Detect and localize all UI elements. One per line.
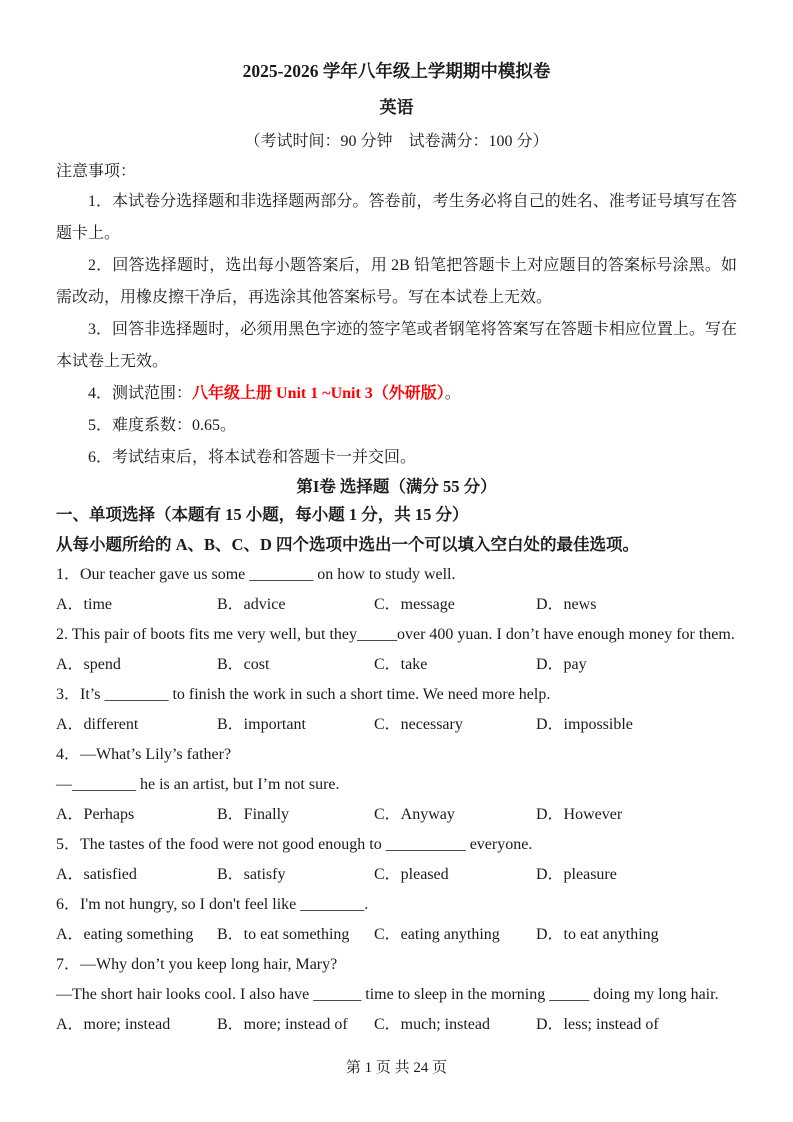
option-item: D．pay <box>536 656 587 673</box>
option-item: B．cost <box>217 656 270 673</box>
page-footer: 第 1 页 共 24 页 <box>345 1060 448 1076</box>
option-item: C．eating anything <box>374 926 500 943</box>
option-item: B．satisfy <box>217 866 286 883</box>
exam-title: 2025-2026 学年八年级上学期期中模拟卷 <box>242 61 551 81</box>
option-item: C．pleased <box>374 866 449 883</box>
option-item: A．more; instead <box>56 1016 171 1033</box>
option-item: D．less; instead of <box>536 1016 659 1033</box>
option-item: C．take <box>374 656 428 673</box>
option-item: B．important <box>217 716 306 733</box>
option-item: D．to eat anything <box>536 926 659 943</box>
notice-item: 5．难度系数：0.65。 <box>88 417 237 434</box>
option-item: A．different <box>56 716 139 733</box>
option-item: A．time <box>56 596 112 613</box>
part1-instruction: 从每小题所给的 A、B、C、D 四个选项中选出一个可以填入空白处的最佳选项。 <box>56 535 640 554</box>
notice-item-suffix: 。 <box>444 385 461 402</box>
notice-item-prefix: 4．测试范围： <box>88 385 193 402</box>
options-row <box>56 800 737 830</box>
question-text: 4．—What’s Lily’s father? <box>56 746 232 763</box>
exam-info: （考试时间：90 分钟 试卷满分：100 分） <box>244 133 549 150</box>
option-item: B．more; instead of <box>217 1016 348 1033</box>
option-item: A．Perhaps <box>56 806 135 823</box>
options-row <box>56 650 737 680</box>
question-text: 5．The tastes of the food were not good enough to __________ everyone. <box>56 836 533 853</box>
notice-item: 3．回答非选择题时，必须用黑色字迹的签字笔或者钢笔将答案写在答题卡相应位置上。写在本试卷上无效。 <box>56 321 737 370</box>
option-item: C．message <box>374 596 455 613</box>
options-row <box>56 860 737 890</box>
option-item: C．Anyway <box>374 806 455 823</box>
option-item: B．Finally <box>217 806 290 823</box>
option-item: B．advice <box>217 596 286 613</box>
options-row <box>56 590 737 620</box>
question-text: 3．It’s ________ to finish the work in such a short time. We need more help. <box>56 686 551 703</box>
option-item: C．much; instead <box>374 1016 490 1033</box>
option-item: D．news <box>536 596 597 613</box>
notice-label: 注意事项： <box>56 163 137 180</box>
question-text: 2. This pair of boots fits me very well, but they_____over 400 yuan. I don’t have enough money for them. <box>56 626 735 643</box>
question-text: —________ he is an artist, but I’m not sure. <box>56 776 340 793</box>
option-item: C．necessary <box>374 716 463 733</box>
option-item: A．satisfied <box>56 866 137 883</box>
question-text: 1．Our teacher gave us some ________ on how to study well. <box>56 566 456 583</box>
exam-subject: 英语 <box>379 98 414 117</box>
section1-heading: 第I卷 选择题（满分 55 分） <box>296 477 497 496</box>
test-scope-highlight: 八年级上册 Unit 1 ~Unit 3（外研版） <box>192 385 445 402</box>
option-item: D．However <box>536 806 623 823</box>
notice-item <box>56 378 737 410</box>
notices-list <box>56 186 737 474</box>
question-text: —The short hair looks cool. I also have ______ time to sleep in the morning _____ doing my long hair. <box>56 986 719 1003</box>
notice-item: 1．本试卷分选择题和非选择题两部分。答卷前，考生务必将自己的姓名、准考证号填写在答题卡上。 <box>56 193 737 242</box>
option-item: A．eating something <box>56 926 194 943</box>
option-item: D．impossible <box>536 716 633 733</box>
options-row <box>56 710 737 740</box>
part1-heading: 一、单项选择（本题有 15 小题，每小题 1 分，共 15 分） <box>56 505 469 524</box>
notice-item: 6．考试结束后，将本试卷和答题卡一并交回。 <box>88 449 417 466</box>
question-text: 7．—Why don’t you keep long hair, Mary? <box>56 956 338 973</box>
option-item: B．to eat something <box>217 926 350 943</box>
options-row <box>56 920 737 950</box>
option-item: A．spend <box>56 656 121 673</box>
option-item: D．pleasure <box>536 866 617 883</box>
questions-list <box>56 560 737 1040</box>
options-row <box>56 1010 737 1040</box>
question-text: 6．I'm not hungry, so I don't feel like ________. <box>56 896 369 913</box>
notice-item: 2．回答选择题时，选出每小题答案后，用 2B 铅笔把答题卡上对应题目的答案标号涂黑。如需改动，用橡皮擦干净后，再选涂其他答案标号。写在本试卷上无效。 <box>56 257 737 306</box>
